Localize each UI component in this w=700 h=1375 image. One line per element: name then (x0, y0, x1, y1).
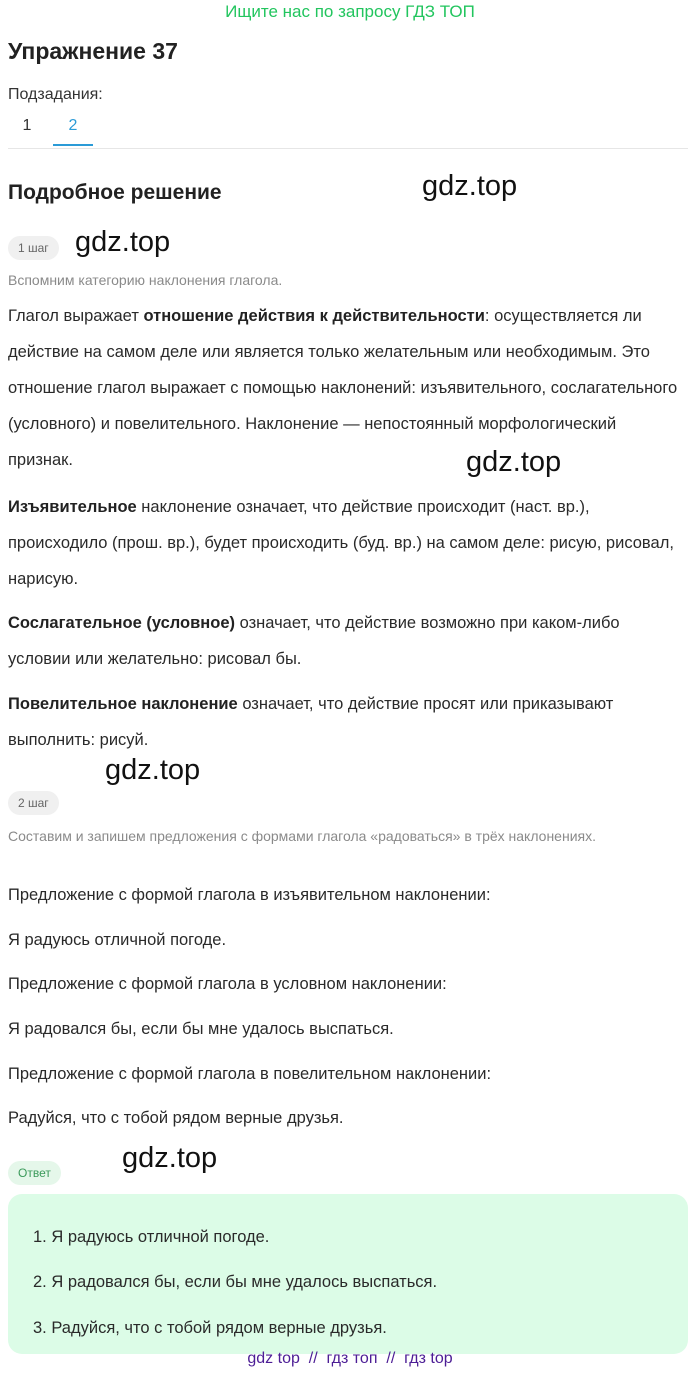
answer-item: 1. Я радуюсь отличной погоде. (33, 1228, 270, 1246)
sentence-line: Предложение с формой глагола в повелительном наклонении: (8, 1065, 492, 1083)
footer-links[interactable]: gdz top // гдз топ // гдз top (247, 1350, 453, 1367)
paragraph: Глагол выражает отношение действия к действительности: осуществляется ли действие на самом деле или является только желательным или необходимым. Это отношение глагол выражает с помощью наклонений: изъявительного, сослагательного (условного) и повелительного. Наклонение — непостоянный морфологический признак. (8, 307, 678, 469)
answer-item: 3. Радуйся, что с тобой рядом верные друзья. (33, 1319, 387, 1337)
page-title: Упражнение 37 (8, 38, 178, 64)
top-banner: Ищите нас по запросу ГДЗ ТОП (225, 2, 475, 21)
active-tab-indicator (53, 144, 93, 146)
watermark: gdz.top (122, 1142, 218, 1174)
watermark: gdz.top (422, 170, 518, 202)
step-hint: Составим и запишем предложения с формами глагола «радоваться» в трёх наклонениях. (8, 828, 596, 844)
step-badge: 1 шаг (8, 236, 59, 260)
sentence-line: Радуйся, что с тобой рядом верные друзья. (8, 1109, 344, 1127)
answer-badge: Ответ (8, 1161, 61, 1185)
sentence-line: Я радовался бы, если бы мне удалось выспаться. (8, 1020, 394, 1038)
step-badge: 2 шаг (8, 791, 59, 815)
tab-subtask-2[interactable]: 2 (68, 117, 78, 134)
sentence-line: Предложение с формой глагола в изъявительном наклонении: (8, 886, 491, 904)
divider (8, 148, 688, 149)
section-title: Подробное решение (8, 181, 222, 204)
tab-subtask-1[interactable]: 1 (22, 117, 32, 134)
sentence-line: Я радуюсь отличной погоде. (8, 931, 227, 949)
watermark: gdz.top (75, 226, 171, 258)
paragraph: Сослагательное (условное) означает, что действие возможно при каком-либо условии или желательно: рисовал бы. (8, 614, 620, 668)
sentence-line: Предложение с формой глагола в условном наклонении: (8, 975, 447, 993)
watermark: gdz.top (466, 446, 562, 478)
subtasks-label: Подзадания: (8, 86, 103, 103)
paragraph: Изъявительное наклонение означает, что действие происходит (наст. вр.), происходило (прош. вр.), будет происходить (буд. вр.) на самом деле: рисую, рисовал, нарисую. (8, 498, 674, 588)
paragraph: Повелительное наклонение означает, что действие просят или приказывают выполнить: рисуй. (8, 695, 614, 749)
answer-item: 2. Я радовался бы, если бы мне удалось выспаться. (33, 1273, 438, 1291)
step-hint: Вспомним категорию наклонения глагола. (8, 272, 283, 288)
watermark: gdz.top (105, 754, 201, 786)
